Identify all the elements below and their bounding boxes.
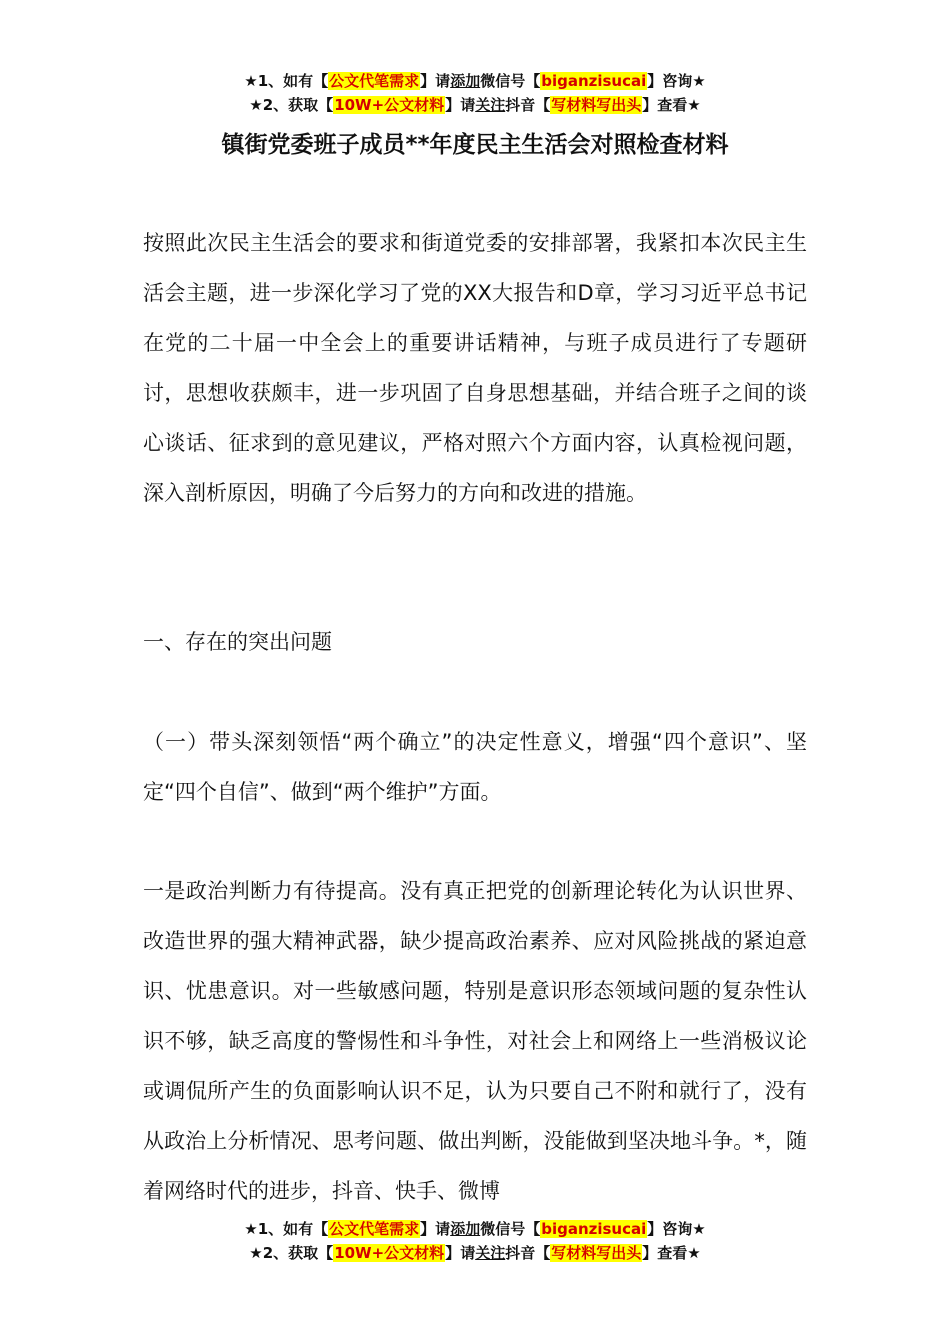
promo-line-1-text: 】请 [420,72,451,90]
promo-line-1-text-2: 微信号【 [480,72,541,90]
document-title: 镇街党委班子成员**年度民主生活会对照检查材料 [221,132,729,158]
footer-line-1-text: 】请 [420,1220,451,1238]
promo-line-2-text-2: 抖音【 [505,96,551,114]
header-promo-banner [0,69,950,117]
promo-line-2 [0,93,950,117]
promo-line-1-highlight-service: 公文代笔需求 [329,72,420,90]
promo-line-2-highlight-douyin: 写材料写出头 [551,96,642,114]
footer-line-2-highlight-douyin: 写材料写出头 [551,1244,642,1262]
footer-promo-line-2 [0,1241,950,1265]
promo-line-1-highlight-wechat: biganzisucai [541,72,647,90]
section-heading: 一、存在的突出问题 [143,630,332,654]
promo-line-2-text: 】请 [445,96,476,114]
point-one-paragraph: 一是政治判断力有待提高。没有真正把党的创新理论转化为认识世界、改造世界的强大精神武器，缺少提高政治素养、应对风险挑战的紧迫意识、忧患意识。对一些敏感问题，特别是意识形态领域问题的复杂性认识不够，缺乏高度的警惕性和斗争性，对社会上和网络上一些消极议论或调侃所产生的负面影响认识不足，认为只要自己不附和就行了，没有从政治上分析情况、思考问题、做出判断，没能做到坚决地斗争。*，随着网络时代的进步，抖音、快手、微博 [143,879,807,1203]
intro-paragraph: 按照此次民主生活会的要求和街道党委的安排部署，我紧扣本次民主生活会主题，进一步深化学习了党的XX大报告和D章，学习习近平总书记在党的二十届一中全会上的重要讲话精神，与班子成员进行了专题研讨，思想收获颇丰，进一步巩固了自身思想基础，并结合班子之间的谈心谈话、征求到的意见建议，严格对照六个方面内容，认真检视问题，深入剖析原因，明确了今后努力的方向和改进的措施。 [143,231,807,505]
promo-line-1-suffix: 】咨询★ [647,72,706,90]
footer-line-2-highlight-materials: 10W+公文材料 [334,1244,445,1262]
promo-line-2-underline: 关注 [475,96,506,114]
footer-promo-banner [0,1217,950,1265]
promo-line-1 [0,69,950,93]
footer-line-2-underline: 关注 [475,1244,506,1262]
footer-line-1-highlight-wechat: biganzisucai [541,1220,647,1238]
footer-line-2-suffix: 】查看★ [642,1244,701,1262]
subsection-heading: （一）带头深刻领悟“两个确立”的决定性意义，增强“四个意识”、坚定“四个自信”、做到“两个维护”方面。 [143,730,807,804]
promo-line-2-suffix: 】查看★ [642,96,701,114]
footer-line-1-highlight-service: 公文代笔需求 [329,1220,420,1238]
footer-line-1-prefix: ★1、如有【 [244,1220,329,1238]
footer-line-2-text: 】请 [445,1244,476,1262]
footer-line-1-suffix: 】咨询★ [647,1220,706,1238]
promo-line-1-underline: 添加 [450,72,481,90]
footer-line-2-text-2: 抖音【 [505,1244,551,1262]
promo-line-2-prefix: ★2、获取【 [249,96,334,114]
promo-line-2-highlight-materials: 10W+公文材料 [334,96,445,114]
promo-line-1-prefix: ★1、如有【 [244,72,329,90]
footer-line-2-prefix: ★2、获取【 [249,1244,334,1262]
footer-line-1-text-2: 微信号【 [480,1220,541,1238]
footer-line-1-underline: 添加 [450,1220,481,1238]
footer-promo-line-1 [0,1217,950,1241]
